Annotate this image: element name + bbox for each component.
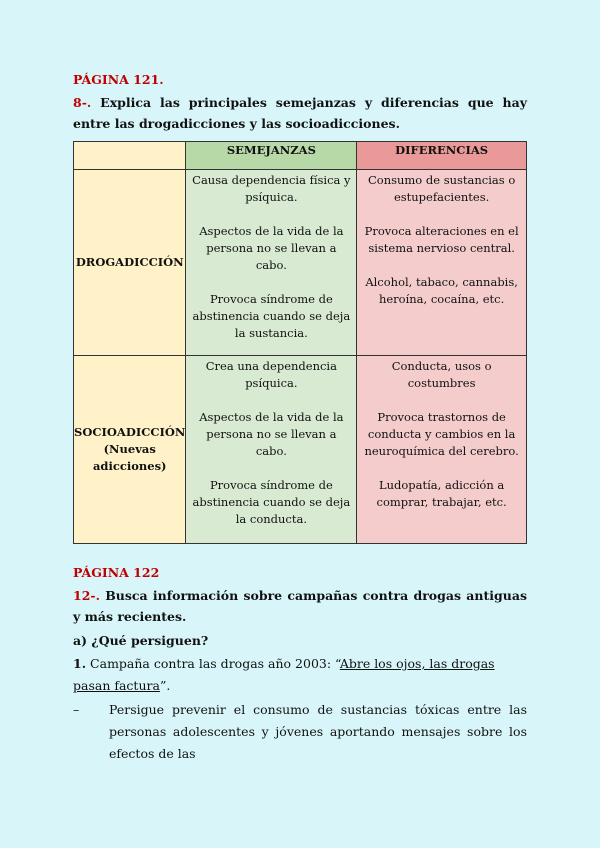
row-label-drogadiccion: [74, 170, 186, 356]
item-text-prefix: Campaña contra las drogas año 2003: “: [90, 656, 340, 671]
row-label-text: SOCIOADICCIÓN (Nuevas adicciones): [74, 425, 186, 473]
similarity-item: Provoca síndrome de abstinencia cuando se deja la sustancia.: [192, 292, 351, 340]
similarity-item: Provoca síndrome de abstinencia cuando se deja la conducta.: [192, 478, 351, 526]
similarity-item: Crea una dependencia psíquica.: [205, 359, 337, 390]
item-text-suffix: ”.: [159, 678, 171, 693]
row-label-text: DROGADICCIÓN: [75, 255, 184, 269]
difference-item: Provoca alteraciones en el sistema nervioso central.: [364, 224, 519, 255]
question-8: [73, 92, 527, 134]
similarity-item: Aspectos de la vida de la persona no se llevan a cabo.: [199, 410, 344, 458]
difference-item: Provoca trastornos de conducta y cambios en la neuroquímica del cerebro.: [364, 410, 519, 458]
table-row: [74, 170, 527, 356]
similarity-item: Causa dependencia física y psíquica.: [192, 173, 351, 204]
row-label-socioadiccion: [74, 356, 186, 544]
header-similarities: SEMEJANZAS: [186, 142, 357, 170]
header-differences: DIFERENCIAS: [357, 142, 527, 170]
table-header-row: [74, 142, 527, 170]
difference-item: Ludopatía, adicción a comprar, trabajar, etc.: [376, 478, 507, 509]
question-12: [73, 585, 527, 627]
campaign-link[interactable]: Abre los ojos, las drogas pasan factura: [73, 656, 495, 693]
bullet-text: Persigue prevenir el consumo de sustancias tóxicas entre las personas adolescentes y jóvenes aportando mensajes sobre los efectos de las: [109, 702, 527, 761]
difference-item: Conducta, usos o costumbres: [391, 359, 492, 390]
question-text: Explica las principales semejanzas y diferencias que hay entre las drogadicciones y las socioadicciones.: [73, 95, 527, 131]
question-number: 12-.: [73, 588, 100, 603]
question-number: 8-.: [73, 95, 92, 110]
similarities-cell: [186, 170, 357, 356]
campaign-item-1: [73, 653, 527, 697]
bullet-item: [73, 699, 527, 765]
page-heading-122: PÁGINA 122: [73, 565, 160, 580]
differences-cell: [357, 356, 527, 544]
similarity-item: Aspectos de la vida de la persona no se llevan a cabo.: [199, 224, 344, 272]
difference-item: Consumo de sustancias o estupefacientes.: [367, 173, 516, 204]
question-text: Busca información sobre campañas contra drogas antiguas y más recientes.: [73, 588, 527, 624]
bullet-dash: –: [73, 702, 80, 717]
differences-cell: [357, 170, 527, 356]
subquestion-a: a) ¿Qué persiguen?: [73, 633, 209, 648]
similarities-cell: [186, 356, 357, 544]
comparison-table: [73, 141, 527, 544]
table-row: [74, 356, 527, 544]
difference-item: Alcohol, tabaco, cannabis, heroína, cocaína, etc.: [365, 275, 518, 306]
page-heading-121: PÁGINA 121.: [73, 72, 164, 87]
item-number: 1.: [73, 656, 87, 671]
header-corner-cell: [74, 142, 186, 170]
